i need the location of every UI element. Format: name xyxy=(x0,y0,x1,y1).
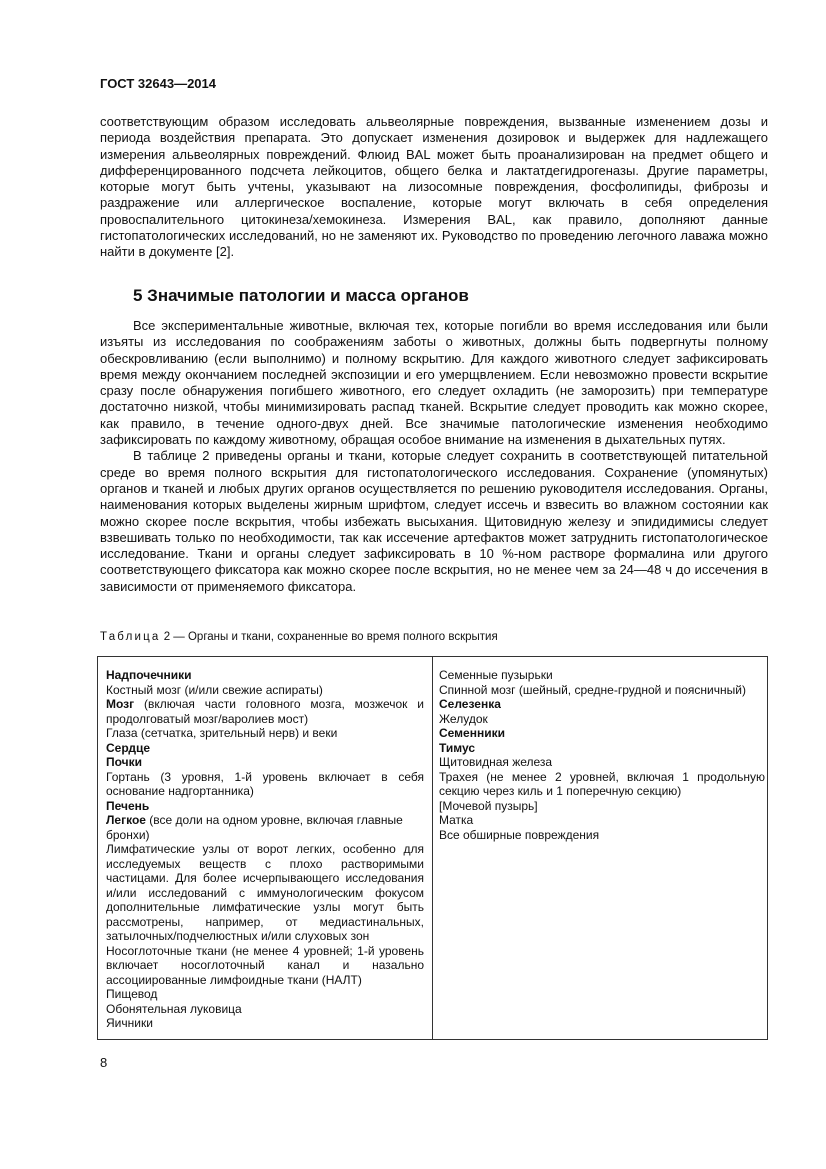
table-cell-item xyxy=(439,668,765,683)
organ-description: Обонятельная луковица xyxy=(106,1001,242,1016)
table-cell-item xyxy=(106,668,424,683)
organ-description: Пищевод xyxy=(106,987,158,1001)
organ-name-bold: Мозг xyxy=(106,697,135,711)
table-cell-item xyxy=(439,770,765,799)
organ-name-bold: Сердце xyxy=(106,740,151,755)
organ-name-bold: Селезенка xyxy=(439,697,501,711)
organ-description: Спинной мозг (шейный, средне-грудной и поясничный) xyxy=(439,682,746,697)
organ-description: Костный мозг (и/или свежие аспираты) xyxy=(106,682,323,697)
organ-name-bold: Печень xyxy=(106,798,150,813)
organ-description: Трахея (не менее 2 уровней, включая 1 продольную секцию через киль и 1 поперечную секцию) xyxy=(439,769,765,798)
standard-id-header: ГОСТ 32643—2014 xyxy=(100,76,216,91)
table-cell-item xyxy=(106,987,424,1002)
table-cell-item xyxy=(439,755,765,770)
table-left-column xyxy=(106,668,424,1031)
organ-name-bold: Легкое xyxy=(106,813,146,827)
table-cell-item xyxy=(439,828,765,843)
table-cell-item xyxy=(106,1016,424,1031)
organ-description: (все доли на одном уровне, включая главные бронхи) xyxy=(106,813,403,842)
table-cell-item xyxy=(439,799,765,814)
organs-table xyxy=(97,656,768,1040)
organ-description: Глаза (сетчатка, зрительный нерв) и веки xyxy=(106,726,338,740)
table-cell-item xyxy=(439,741,765,756)
table-caption xyxy=(100,631,498,643)
table-cell-item xyxy=(106,755,424,770)
section-paragraph: Все экспериментальные животные, включая тех, которые погибли во время исследования или были изъяты из исследования по соображениям заботы о животных, должны быть подвергнуты полному обескровливанию (если выполнимо) и полному вскрытию. Для каждого животного следует зафиксировать время между окончанием последней экспозиции и его умерщвлением. Если невозможно провести вскрытие сразу после обнаружения погибшего животного, его следует охладить (не заморозить) при температуре достаточно низкой, чтобы минимизировать распад тканей. Вскрытие следует проводить как можно скорее, как правило, в течение одного-двух дней. Все значимые патологические изменения необходимо зафиксировать по каждому животному, обращая особое внимание на изменения в дыхательных путях. xyxy=(100,318,768,448)
intro-paragraph: соответствующим образом исследовать альвеолярные повреждения, вызванные изменением дозы и периода воздействия препарата. Это допускает изменения дозировок и выдержек для надлежащего измерения альвеолярных повреждений. Флюид BAL может быть проанализирован на предмет общего и дифференцированного подсчета лейкоцитов, общего белка и лактатдегидрогеназы. Другие параметры, которые могут быть учтены, указывают на лизосомные повреждения, фосфолипиды, фиброзы и раздражение или аллергическое воспаление, которые могут включать в себя определения провоспалительного цитокинеза/хемокинеза. Измерения BAL, как правило, дополняют данные гистопатологических исследований, но не заменяют их. Руководство по проведению легочного лаважа можно найти в документе [2]. xyxy=(100,114,768,260)
organ-description: Желудок xyxy=(439,711,488,726)
organ-name-bold: Тимус xyxy=(439,740,476,755)
table-cell-item xyxy=(439,726,765,741)
organ-description: [Мочевой пузырь] xyxy=(439,798,538,813)
organ-description: Щитовидная железа xyxy=(439,755,553,769)
table-cell-item xyxy=(106,741,424,756)
organ-name-bold: Надпочечники xyxy=(106,668,192,682)
organ-description: Семенные пузырьки xyxy=(439,668,553,682)
table-cell-item xyxy=(106,944,424,988)
table-cell-item xyxy=(106,799,424,814)
organ-description: Лимфатические узлы от ворот легких, особенно для исследуемых веществ с плохо растворимыми частицами. Для более исчерпывающего исследования и/или исследований с иммунологическим фокусом дополнительные лимфатические узлы могут быть рассмотрены, например, от медиастинальных, затылочных/подчелюстных и/или слуховых зон xyxy=(106,842,424,943)
organ-description: Носоглоточные ткани (не менее 4 уровней; 1-й уровень включает носоглоточный канал и назально ассоциированные лимфоидные ткани (НАЛТ) xyxy=(106,943,424,987)
table-cell-item xyxy=(106,1002,424,1017)
table-cell-item xyxy=(439,712,765,727)
organ-description: (включая части головного мозга, мозжечок и продолговатый мозг/варолиев мост) xyxy=(106,697,424,726)
section-title: 5 Значимые патологии и масса органов xyxy=(133,286,469,305)
table-cell-item xyxy=(106,842,424,944)
section-body xyxy=(100,318,768,595)
page-number: 8 xyxy=(100,1055,108,1070)
organ-description: Гортань (3 уровня, 1-й уровень включает в себя основание надгортанника) xyxy=(106,769,424,798)
table-cell-item xyxy=(439,697,765,712)
table-cell-item xyxy=(439,683,765,698)
table-cell-item xyxy=(106,770,424,799)
table-cell-item xyxy=(106,683,424,698)
table-cell-item xyxy=(106,813,424,842)
organ-name-bold: Почки xyxy=(106,755,143,769)
table-cell-item xyxy=(106,697,424,726)
table-right-column xyxy=(439,668,765,842)
table-caption-label: Таблица xyxy=(100,631,161,643)
organ-description: Все обширные повреждения xyxy=(439,827,600,842)
organ-name-bold: Семенники xyxy=(439,726,505,740)
section-paragraph: В таблице 2 приведены органы и ткани, которые следует сохранить в соответствующей питательной среде во время полного вскрытия для гистопатологического исследования. Сохранение (упомянутых) органов и тканей и любых других органов осуществляется по решению руководителя исследования. Органы, наименования которых выделены жирным шрифтом, следует иссечь и взвесить во влажном состоянии как можно скорее после вскрытия, чтобы избежать высыхания. Щитовидную железу и эпидидимисы следует взвешивать только по необходимости, так как иссечение артефактов может затруднить гистопатологическое исследование. Ткани и органы следует зафиксировать в 10 %-ном растворе формалина или другого соответствующего фиксатора как можно скорее после вскрытия, но не менее чем за 24—48 ч до иссечения в зависимости от применяемого фиксатора. xyxy=(100,448,768,594)
organ-description: Матка xyxy=(439,813,474,827)
table-cell-item xyxy=(439,813,765,828)
table-column-divider xyxy=(432,657,433,1039)
organ-description: Яичники xyxy=(106,1016,153,1030)
table-cell-item xyxy=(106,726,424,741)
table-caption-text: 2 — Органы и ткани, сохраненные во время полного вскрытия xyxy=(160,631,498,643)
